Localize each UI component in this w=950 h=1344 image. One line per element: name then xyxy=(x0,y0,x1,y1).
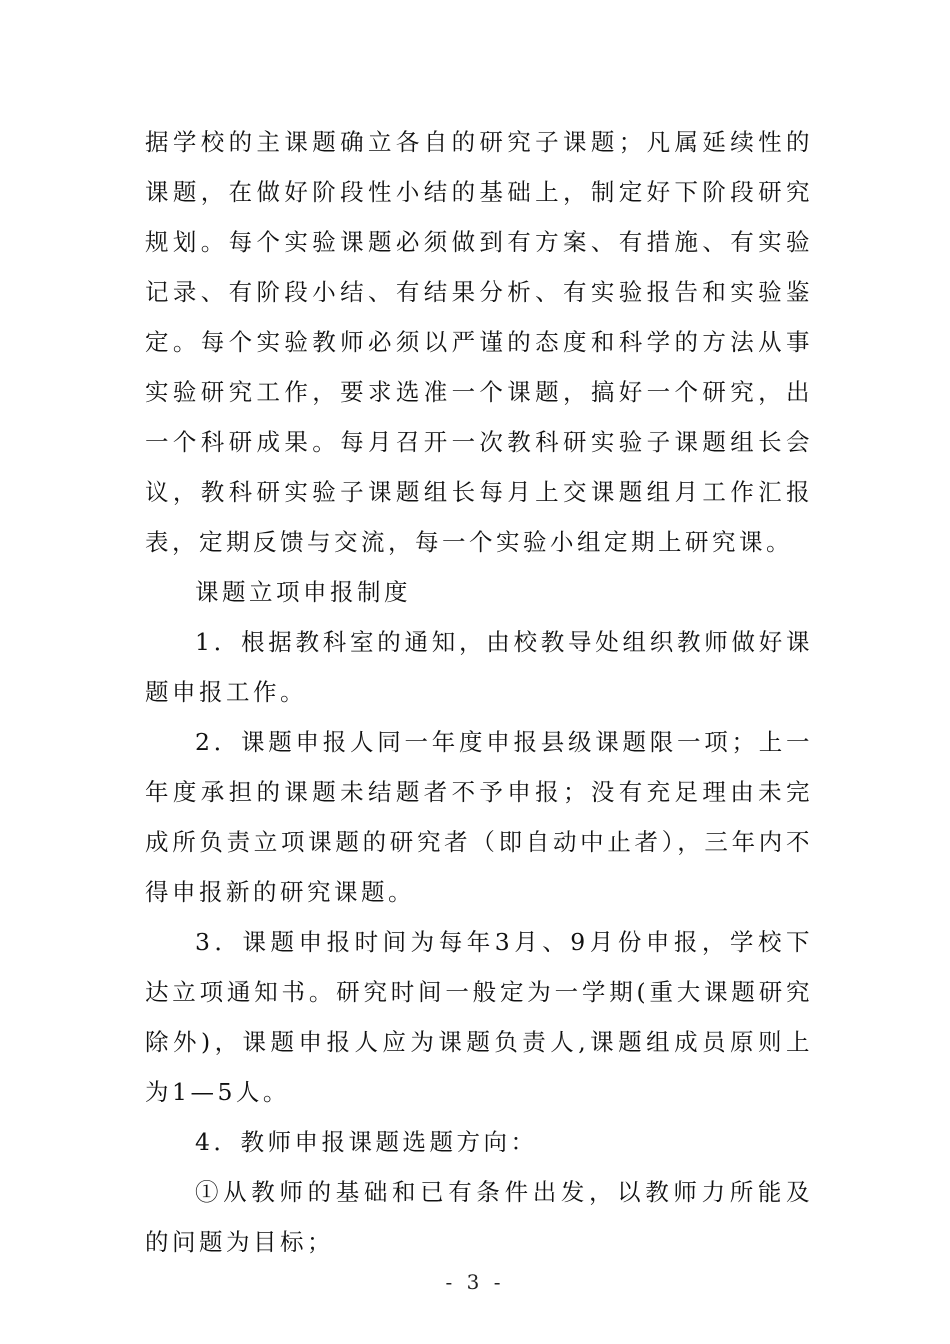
paragraph-subitem-1: ①从教师的基础和已有条件出发，以教师力所能及的问题为目标； xyxy=(145,1178,813,1256)
section-heading-project-application: 课题立项申报制度 xyxy=(195,578,411,606)
paragraph-item-3: 3．课题申报时间为每年3月、9月份申报，学校下达立项通知书。研究时间一般定为一学期(重大课题研究除外)，课题申报人应为课题负责人,课题组成员原则上为1—5人。 xyxy=(145,928,813,1106)
page-number: - 3 - xyxy=(445,1270,505,1294)
paragraph-item-1: 1．根据教科室的通知，由校教导处组织教师做好课题申报工作。 xyxy=(145,628,813,706)
paragraph-item-2: 2．课题申报人同一年度申报县级课题限一项；上一年度承担的课题未结题者不予申报；没有充足理由未完成所负责立项课题的研究者（即自动中止者），三年内不得申报新的研究课题。 xyxy=(145,728,813,906)
document-body xyxy=(145,117,813,1267)
paragraph-item-4: 4．教师申报课题选题方向： xyxy=(195,1128,538,1156)
paragraph-continuation: 据学校的主课题确立各自的研究子课题；凡属延续性的课题，在做好阶段性小结的基础上，制定好下阶段研究规划。每个实验课题必须做到有方案、有措施、有实验记录、有阶段小结、有结果分析、有实验报告和实验鉴定。每个实验教师必须以严谨的态度和科学的方法从事实验研究工作，要求选准一个课题，搞好一个研究，出一个科研成果。每月召开一次教科研实验子课题组长会议，教科研实验子课题组长每月上交课题组月工作汇报表，定期反馈与交流，每一个实验小组定期上研究课。 xyxy=(145,128,813,556)
